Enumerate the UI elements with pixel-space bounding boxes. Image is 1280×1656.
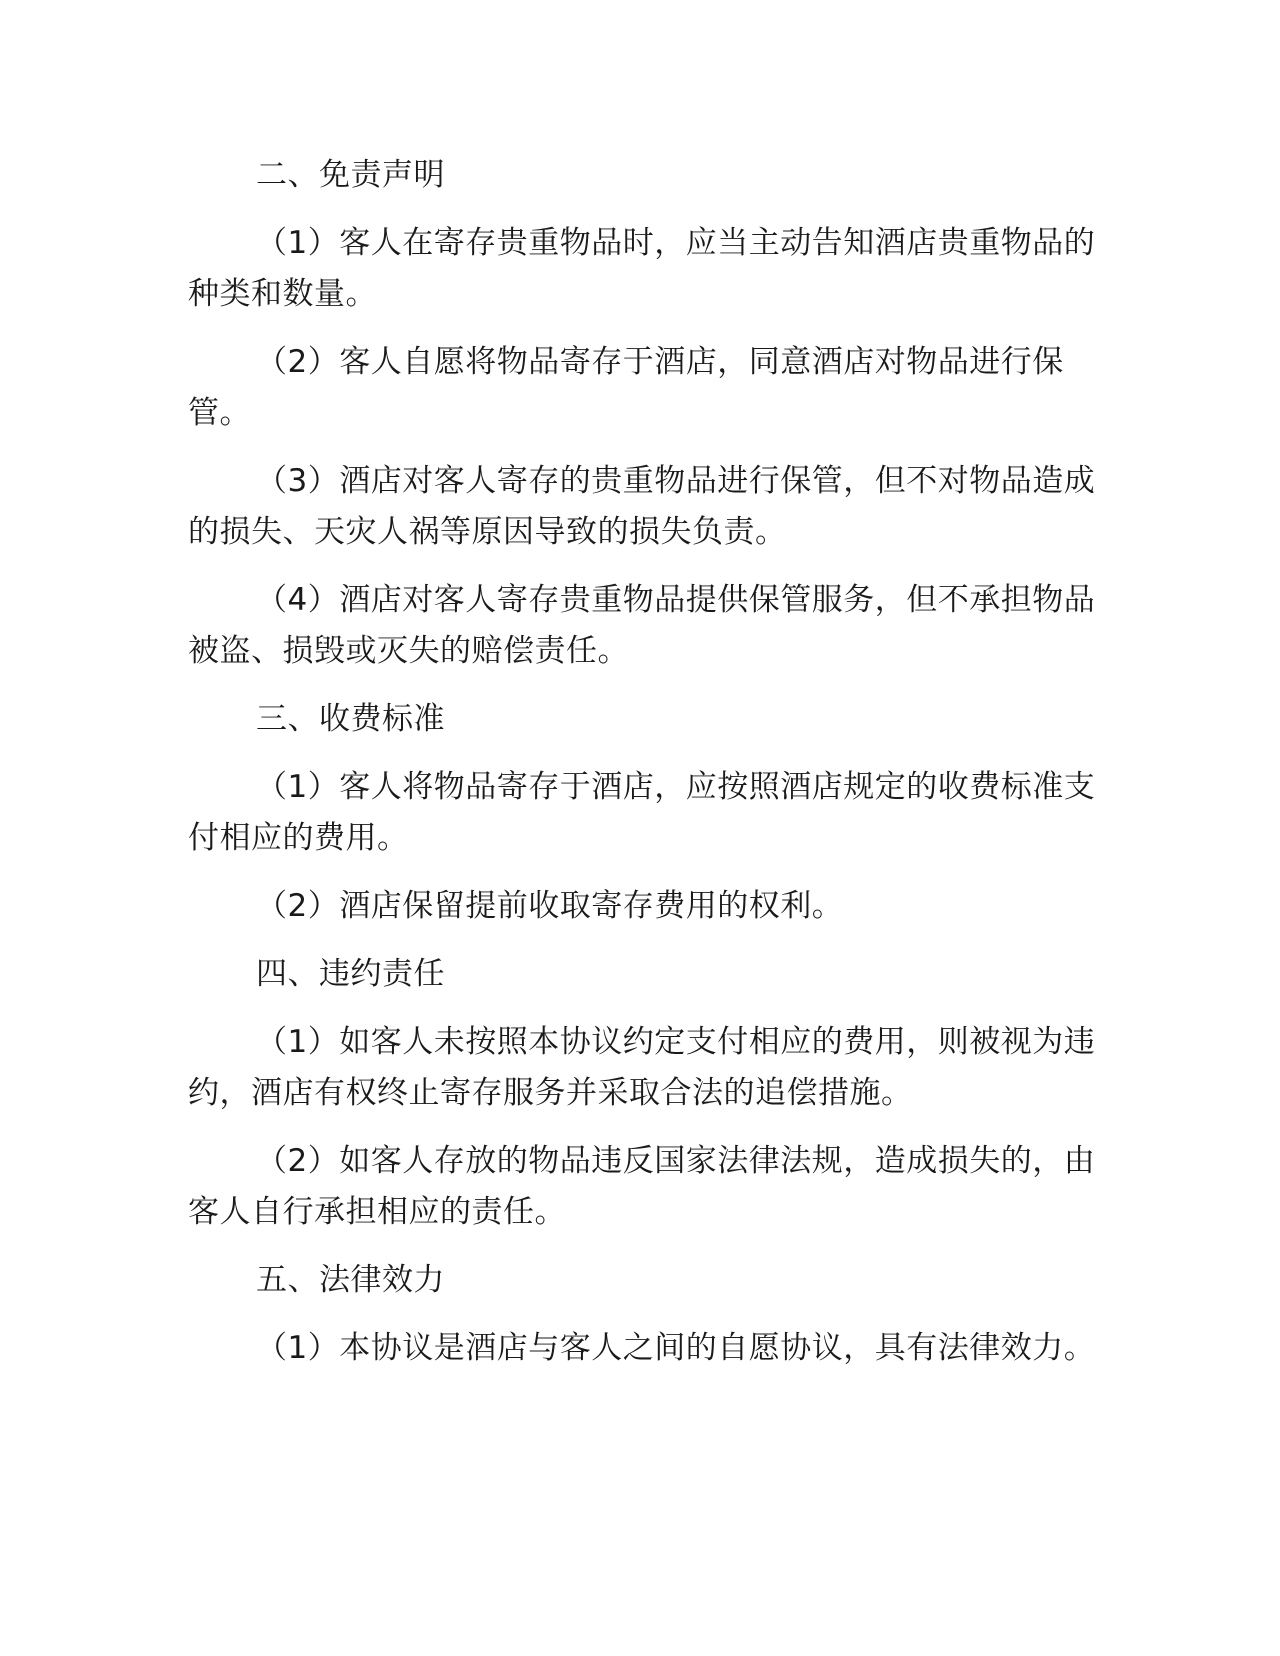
legal-effect-item-1: （1）本协议是酒店与客人之间的自愿协议，具有法律效力。 (256, 1330, 1096, 1366)
fees-item-2: （2）酒店保留提前收取寄存费用的权利。 (256, 888, 844, 924)
disclaimer-item-2: （2）客人自愿将物品寄存于酒店，同意酒店对物品进行保管。 (188, 344, 1064, 431)
disclaimer-item-3: （3）酒店对客人寄存的贵重物品进行保管，但不对物品造成的损失、天灾人祸等原因导致的损失负责。 (188, 463, 1096, 550)
section-heading-liability: 四、违约责任 (256, 956, 445, 992)
document-body (188, 150, 1098, 1391)
section-heading-legal-effect: 五、法律效力 (256, 1262, 445, 1298)
section-heading-fees: 三、收费标准 (256, 701, 445, 737)
liability-item-1: （1）如客人未按照本协议约定支付相应的费用，则被视为违约，酒店有权终止寄存服务并采取合法的追偿措施。 (188, 1024, 1096, 1111)
disclaimer-item-4: （4）酒店对客人寄存贵重物品提供保管服务，但不承担物品被盗、损毁或灭失的赔偿责任。 (188, 582, 1096, 669)
liability-item-2: （2）如客人存放的物品违反国家法律法规，造成损失的，由客人自行承担相应的责任。 (188, 1143, 1096, 1230)
disclaimer-item-1: （1）客人在寄存贵重物品时，应当主动告知酒店贵重物品的种类和数量。 (188, 225, 1096, 312)
fees-item-1: （1）客人将物品寄存于酒店，应按照酒店规定的收费标准支付相应的费用。 (188, 769, 1096, 856)
section-heading-disclaimer: 二、免责声明 (256, 157, 445, 193)
